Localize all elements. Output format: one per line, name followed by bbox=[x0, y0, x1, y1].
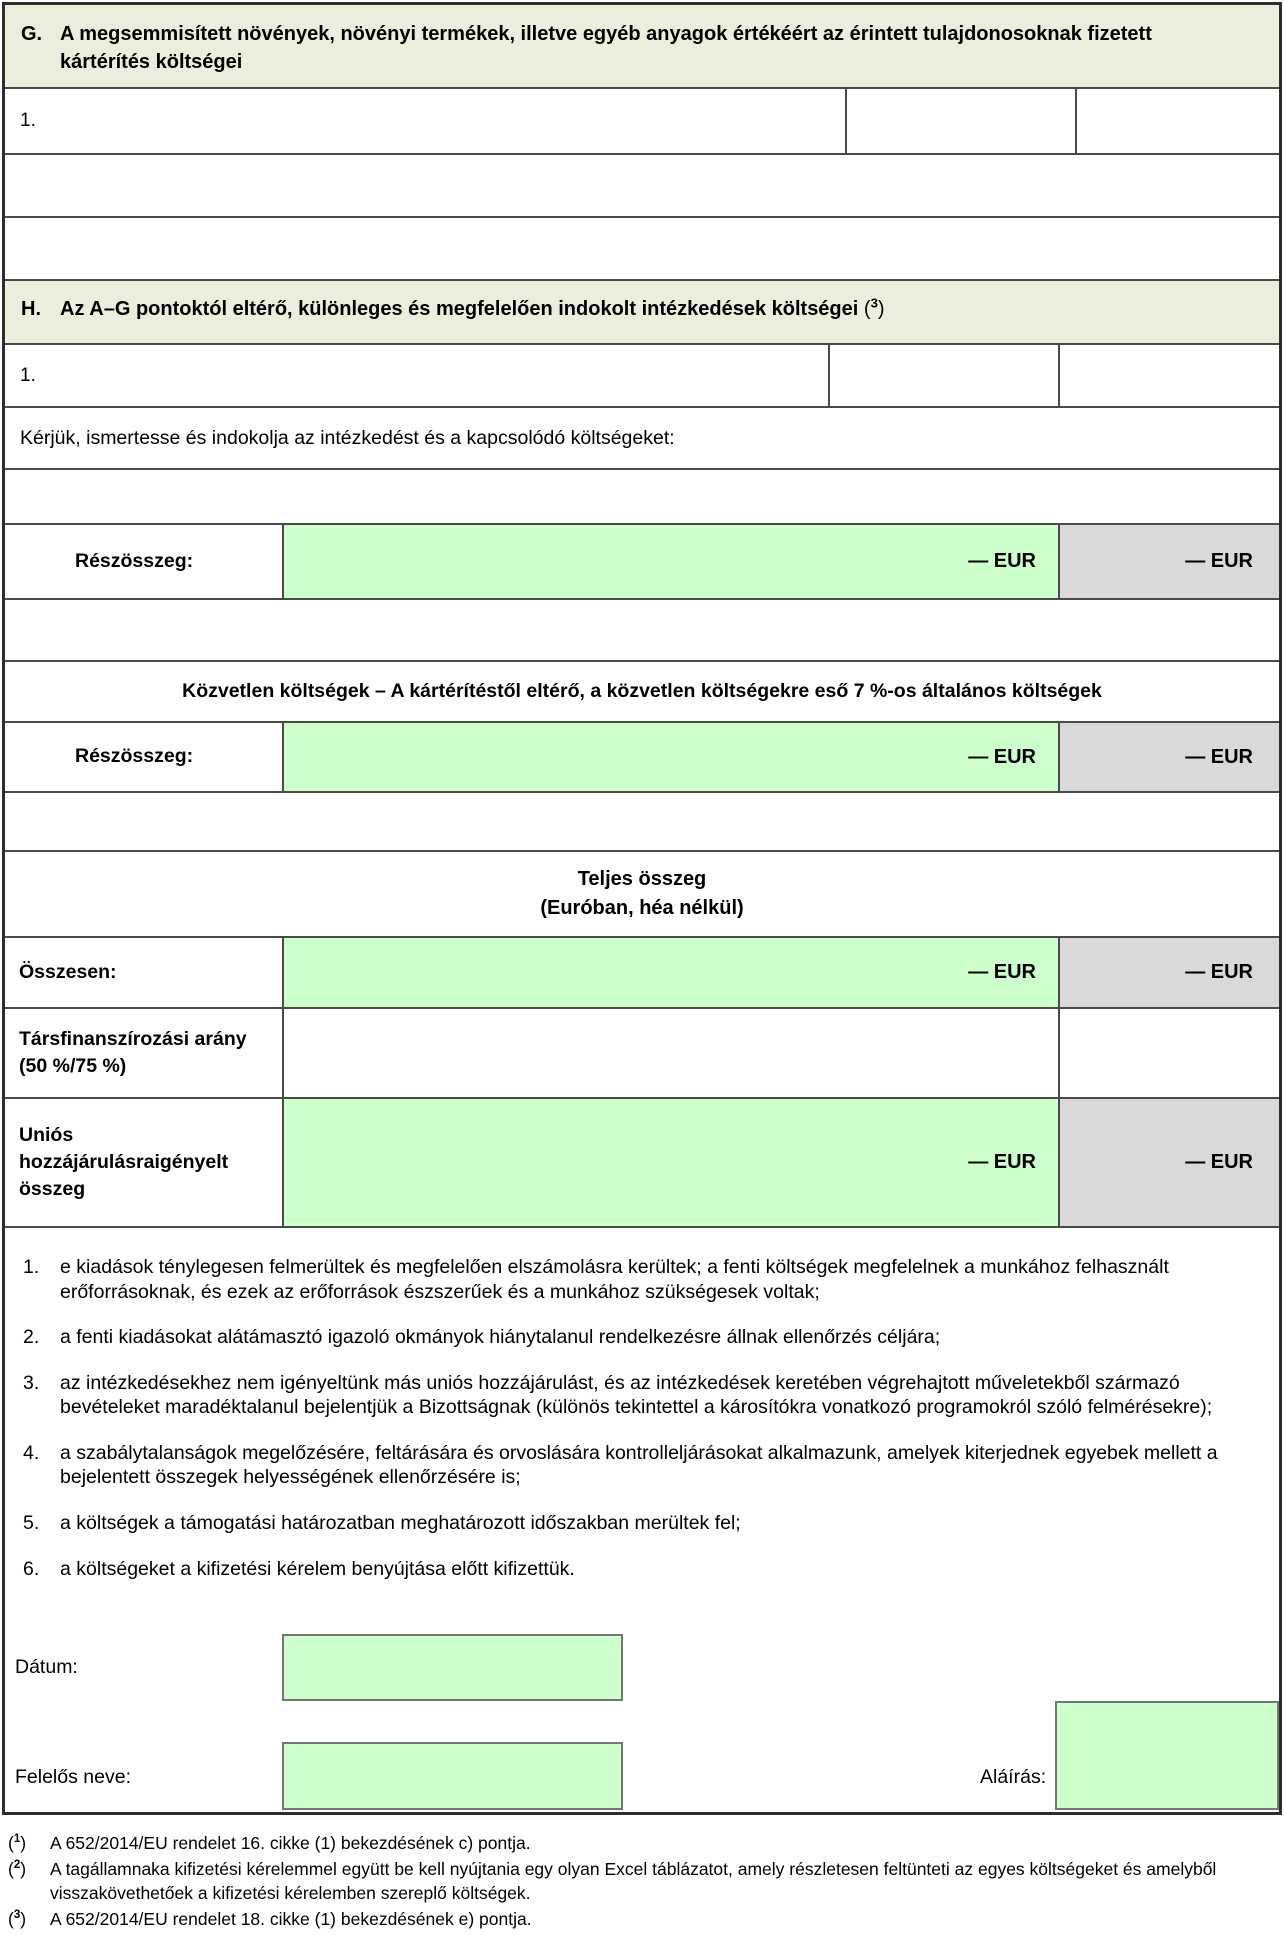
eur-placeholder: — EUR bbox=[968, 550, 1036, 572]
declaration-item-5: 5. a költségek a támogatási határozatban meghatározott időszakban merültek fel; bbox=[23, 1511, 741, 1534]
eur-placeholder: — EUR bbox=[968, 961, 1036, 983]
total-heading-line1: Teljes összeg bbox=[577, 868, 707, 890]
subtotal-label-1: Részösszeg: bbox=[75, 549, 194, 572]
footnote-1-text: A 652/2014/EU rendelet 16. cikke (1) bekezdésének c) pontja. bbox=[50, 1833, 531, 1853]
section-h-item-row bbox=[5, 345, 1279, 408]
subtotal-label-2: Részösszeg: bbox=[75, 745, 194, 768]
section-h-prompt: Kérjük, ismertesse és indokolja az intézkedést és a kapcsolódó költségeket: bbox=[20, 426, 675, 449]
direct-costs-heading: Közvetlen költségek – A kártérítéstől eltérő, a közvetlen költségekre eső 7 %-os általános költségek bbox=[182, 680, 1102, 702]
section-h-description-row[interactable] bbox=[5, 470, 1279, 525]
signature-input[interactable] bbox=[1055, 1701, 1279, 1810]
total-heading-line2: (Euróban, héa nélkül) bbox=[540, 897, 744, 919]
subtotal-amount-input-2[interactable] bbox=[282, 723, 1058, 791]
total-heading bbox=[5, 852, 1279, 936]
cofinancing-rate-row bbox=[5, 1009, 1279, 1099]
eur-placeholder: — EUR bbox=[1185, 550, 1253, 572]
section-h-amount-cell-2[interactable] bbox=[1058, 345, 1279, 406]
grand-total-amount-input[interactable] bbox=[282, 938, 1058, 1007]
direct-costs-heading-row bbox=[5, 662, 1279, 723]
section-g-row-number: 1. bbox=[20, 110, 36, 131]
grand-total-row bbox=[5, 938, 1279, 1009]
section-h-header bbox=[5, 281, 1279, 345]
section-g-empty-row-2[interactable] bbox=[5, 218, 1279, 281]
section-g-header bbox=[5, 5, 1279, 89]
section-g-letter: G. bbox=[21, 23, 43, 45]
footnote-2-marker: 2 bbox=[13, 1859, 21, 1872]
declarations-block bbox=[5, 1228, 1279, 1812]
empty-row-before-total bbox=[5, 793, 1279, 852]
section-g-title: A megsemmisített növények, növényi termékek, illetve egyéb anyagok értékéért az érintett tulajdonosoknak fizetett kártérítés költségei bbox=[60, 23, 1152, 73]
declarations-list bbox=[5, 1228, 1279, 1581]
section-g-amount-cell-2[interactable] bbox=[1075, 89, 1279, 153]
section-g-item-row bbox=[5, 89, 1279, 155]
subtotal-row-1 bbox=[5, 525, 1279, 600]
eu-contribution-row bbox=[5, 1099, 1279, 1228]
eur-placeholder: — EUR bbox=[968, 1151, 1036, 1173]
footnote-1-marker: 1 bbox=[13, 1833, 21, 1846]
eur-placeholder: — EUR bbox=[968, 745, 1036, 768]
footnote-3-marker: 3 bbox=[13, 1909, 21, 1922]
declaration-item-3: 3. az intézkedésekhez nem igényeltünk más uniós hozzájárulást, és az intézkedések keretében végrehajtott műveletekből származó bevételeket maradéktalanul bejelentjük a Bizottságnak (különös tekintettel a károsítókra vonatkozó programokról szóló felmérésekre); bbox=[23, 1371, 1213, 1419]
eur-placeholder: — EUR bbox=[1185, 745, 1253, 768]
eur-placeholder: — EUR bbox=[1185, 1151, 1253, 1173]
cofinancing-rate-input[interactable] bbox=[282, 1009, 1058, 1097]
eu-contribution-label: Uniós hozzájárulásraigényelt összeg bbox=[19, 1123, 229, 1201]
footnote-2-text: A tagállamnaka kifizetési kérelemmel együtt be kell nyújtania egy olyan Excel táblázatot, amely részletesen feltünteti az egyes költségeket és amelyből visszakövethetőek a kifizetési kérelemben szereplő költségek. bbox=[50, 1859, 1217, 1903]
subtotal-amount-input-1[interactable] bbox=[282, 525, 1058, 598]
responsible-name-input[interactable] bbox=[282, 1742, 623, 1810]
footnote-1: ($^1$) A 652/2014/EU rendelet 16. cikke (1) bekezdésének c) pontja. bbox=[8, 1832, 1278, 1855]
grand-total-label: Összesen: bbox=[19, 960, 117, 983]
subtotal-amount-readonly-1 bbox=[1058, 525, 1279, 598]
empty-row-after-subtotal-1[interactable] bbox=[5, 600, 1279, 662]
footnote-3: ($^3$) A 652/2014/EU rendelet 18. cikke (1) bekezdésének e) pontja. bbox=[8, 1908, 1278, 1931]
eu-contribution-amount-input[interactable] bbox=[282, 1099, 1058, 1226]
date-input[interactable] bbox=[282, 1634, 623, 1701]
section-h-row-number: 1. bbox=[20, 364, 36, 386]
eu-contribution-amount-readonly bbox=[1058, 1099, 1279, 1226]
section-h-amount-cell-1[interactable] bbox=[828, 345, 1058, 406]
declaration-item-6: 6. a költségeket a kifizetési kérelem benyújtása előtt kifizettük. bbox=[23, 1557, 575, 1580]
responsible-name-label: Felelős neve: bbox=[15, 1766, 131, 1788]
section-h-title: Az A–G pontoktól eltérő, különleges és megfelelően indokolt intézkedések költségei ($^3$) bbox=[60, 295, 885, 320]
date-label: Dátum: bbox=[15, 1656, 78, 1678]
footnotes bbox=[2, 1832, 1278, 1935]
eur-placeholder: — EUR bbox=[1185, 961, 1253, 983]
subtotal-amount-readonly-2 bbox=[1058, 723, 1279, 791]
section-h-letter: H. bbox=[21, 298, 41, 320]
grand-total-amount-readonly bbox=[1058, 938, 1279, 1007]
signature-label: Aláírás: bbox=[980, 1766, 1047, 1788]
section-g-empty-row-1[interactable] bbox=[5, 155, 1279, 218]
section-h-prompt-row bbox=[5, 408, 1279, 470]
cofinancing-rate-cell-right[interactable] bbox=[1058, 1009, 1279, 1097]
footnote-2: ($^2$) A tagállamnaka kifizetési kérelemmel együtt be kell nyújtania egy olyan Excel táblázatot, amely részletesen feltünteti az egyes költségeket és amelyből visszakövethetőek a kifizetési kérelemben szereplő költségek. bbox=[8, 1858, 1278, 1905]
cofinancing-rate-label: Társfinanszírozási arány (50 %/75 %) bbox=[19, 1027, 247, 1077]
footnote-3-reference: 3 bbox=[870, 295, 878, 311]
declaration-item-2: 2. a fenti kiadásokat alátámasztó igazoló okmányok hiánytalanul rendelkezésre állnak ellenőrzés céljára; bbox=[23, 1326, 941, 1349]
cost-claim-form-table bbox=[2, 2, 1282, 1815]
declaration-item-1: 1. e kiadások ténylegesen felmerültek és megfelelően elszámolásra kerültek; a fenti költségek megfelelnek a munkához felhasznált erőforrásoknak, és ezek az erőforrások észszerűek és a munkához szükségesek voltak; bbox=[23, 1256, 1169, 1303]
section-g-amount-cell-1[interactable] bbox=[845, 89, 1075, 153]
subtotal-row-2 bbox=[5, 723, 1279, 793]
total-heading-row bbox=[5, 852, 1279, 938]
footnote-3-text: A 652/2014/EU rendelet 18. cikke (1) bekezdésének e) pontja. bbox=[50, 1909, 532, 1930]
declaration-item-4: 4. a szabálytalanságok megelőzésére, feltárására és orvoslására kontrolleljárásokat alkalmazunk, amelyek kiterjednek egyebek mellett a bejelentett összegek helyességének ellenőrzésére is; bbox=[23, 1441, 1218, 1489]
